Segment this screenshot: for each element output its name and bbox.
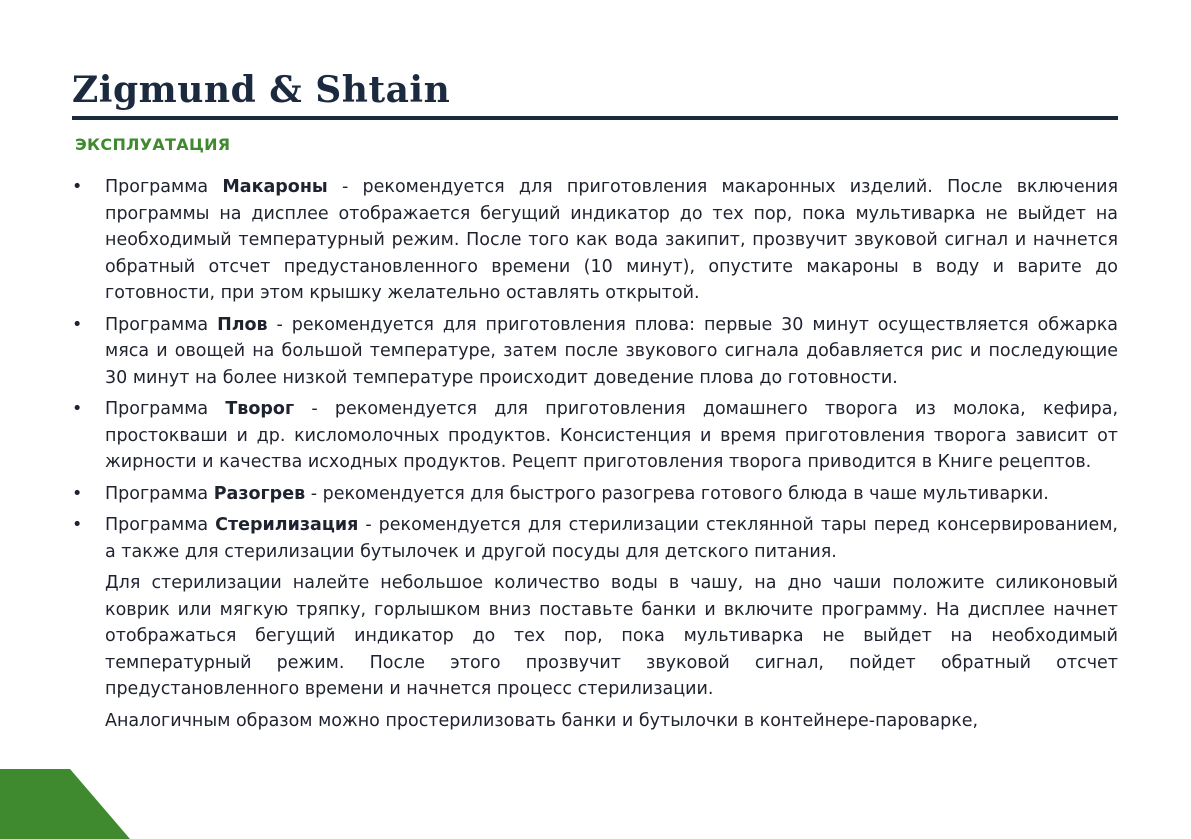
program-prefix: Программа: [105, 483, 214, 504]
program-name: Плов: [217, 314, 268, 335]
section-title: ЭКСПЛУАТАЦИЯ: [75, 135, 231, 154]
program-prefix: Программа: [105, 177, 223, 197]
program-list: [72, 174, 1118, 565]
bullet-icon: •: [72, 314, 83, 335]
program-name: Разогрев: [213, 483, 306, 504]
program-description: - рекомендуется для приготовления макаронных изделий. После включения программы на дисплее отображается бегущий индикатор до тех пор, пока мультиварка не выйдет на необходимый температурный режим. После того как вода закипит, прозвучит звуковой сигнал и начнется обратный отсчет предустановленного времени (10 минут), опустите макароны в воду и варите до готовности, при этом крышку желательно оставлять открытой.: [105, 177, 1118, 303]
sterilization-instructions: Для стерилизации налейте небольшое количество воды в чашу, на дно чаши положите силиконовый коврик или мягкую тряпку, горлышком вниз поставьте банки и включите программу. На дисплее начнет отображаться бегущий индикатор до тех пор, пока мультиварка не выйдет на необходимый температурный режим. После этого прозвучит звуковой сигнал, пойдет обратный отсчет предустановленного времени и начнется процесс стерилизации.: [105, 573, 1118, 699]
sterilization-continued: Аналогичным образом можно простерилизовать банки и бутылочки в контейнере-пароварке,: [105, 710, 979, 731]
bullet-icon: •: [72, 399, 83, 419]
program-item-pilaf: [72, 312, 1118, 392]
corner-decoration: [0, 769, 130, 839]
program-item-cottage-cheese: [72, 396, 1118, 476]
program-item-reheat: [72, 481, 1118, 508]
program-prefix: Программа: [105, 515, 216, 535]
brand-logo: Zigmund & Shtain: [72, 69, 451, 111]
program-item-sterilization: [72, 512, 1118, 565]
program-item-pasta: [72, 174, 1118, 307]
header-divider: [72, 116, 1118, 120]
bullet-icon: •: [72, 177, 83, 197]
program-description: - рекомендуется для стерилизации стеклянной тары перед консервированием, а также для стерилизации бутылочек и другой посуды для детского питания.: [105, 515, 1118, 562]
bullet-icon: •: [72, 515, 83, 535]
program-description: - рекомендуется для быстрого разогрева готового блюда в чаше мультиварки.: [305, 483, 1049, 504]
program-description: - рекомендуется для приготовления домашнего творога из молока, кефира, простокваши и др. кисломолочных продуктов. Консистенция и время приготовления творога зависит от жирности и качества исходных продуктов. Рецепт приготовления творога приводится в Книге рецептов.: [105, 399, 1119, 472]
program-name: Стерилизация: [215, 515, 359, 535]
program-name: Макароны: [222, 177, 328, 197]
program-prefix: Программа: [105, 314, 218, 335]
program-name: Творог: [225, 399, 295, 419]
program-description: - рекомендуется для приготовления плова: первые 30 минут осуществляется обжарка мяса и овощей на большой температуре, затем после звукового сигнала добавляется рис и последующие 30 минут на более низкой температуре происходит доведение плова до готовности.: [105, 314, 1118, 388]
manual-content: [72, 174, 1118, 739]
program-prefix: Программа: [105, 399, 226, 419]
bullet-icon: •: [72, 483, 83, 504]
